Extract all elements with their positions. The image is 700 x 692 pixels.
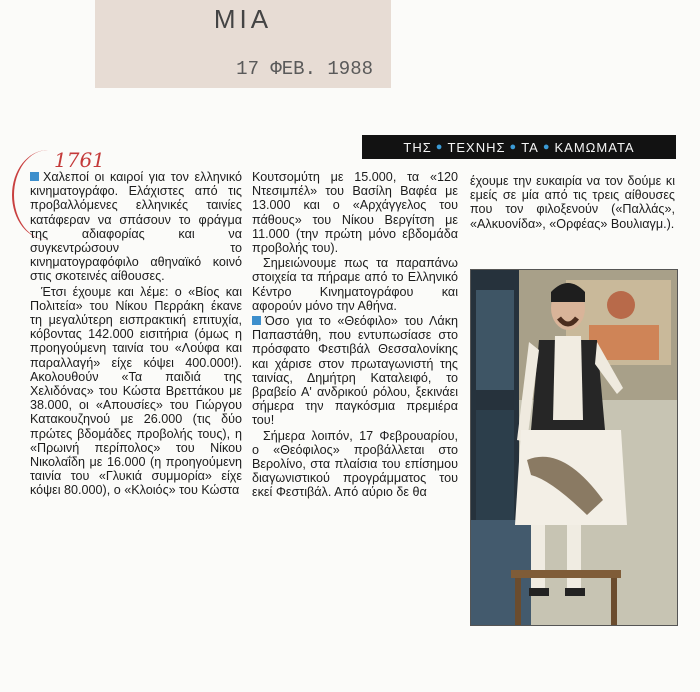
banner-dot-icon: ● [509,141,518,153]
date-stamp: 17 ΦΕΒ. 1988 [236,58,373,80]
paragraph-text: Όσο για το «Θεόφιλο» του Λάκη Παπαστάθη, που εντυπωσίασε στο πρόσφατο Φεστιβάλ Θεσσαλονίκης και χάρισε στον πρωταγωνιστή της ταινίας, Δημήτρη Καταλειφό, το βραβείο Α' ανδρικού ρόλου, ξεκινάει σήμερα την παγκόσμια πρεμιέρα του! [252,314,458,428]
column-banner [362,135,676,159]
banner-word-1: ΤΗΣ [403,139,432,155]
bullet-square-icon [30,172,39,181]
article-column-2 [252,170,458,501]
article-column-3 [470,174,675,232]
paragraph: Σημειώνουμε πως τα παραπάνω στοιχεία τα πήραμε από το Ελληνικό Κέντρο Κινηματογράφου και αφορούν μόνο την Αθήνα. [252,256,458,313]
paragraph [252,314,458,428]
paragraph [30,170,242,284]
film-still-photo [470,269,678,626]
paragraph-text: Χαλεποί οι καιροί για τον ελληνικό κινηματογράφο. Ελάχιστες από τις προβαλλόμενες ελληνικές ταινίες κατάφεραν να σπάσουν το φράγμα της αδιαφορίας και να συγκεντρώσουν το κινηματογραφόφιλο αθηναϊκό κοινό στις σκοτεινές αίθουσες. [30,170,242,284]
banner-word-3: ΤΑ [521,139,539,155]
banner-word-4: ΚΑΜΩΜΑΤΑ [554,139,635,155]
article-column-1 [30,170,242,499]
publication-name: ΜΙΑ [213,4,273,34]
paragraph: Κουτσομύτη με 15.000, τα «120 Ντεσιμπέλ» του Βασίλη Βαφέα με 13.000 και ο «Αρχάγγελος του πάθους» του Νίκου Βεργίτση με 11.000 (την πρώτη μόνο εβδομάδα προβολής του). [252,170,458,256]
bullet-square-icon [252,316,261,325]
paragraph: Σήμερα λοιπόν, 17 Φεβρουαρίου, ο «Θεόφιλος» προβάλλεται στο Βερολίνο, στα πλαίσια του επίσημου διαγωνιστικού προγράμματος του εκεί Φεστιβάλ. Από αύριο δε θα [252,428,458,500]
paragraph: Έτσι έχουμε και λέμε: ο «Βίος και Πολιτεία» του Νίκου Περράκη έκανε τη μεγαλύτερη εισπρακτική επιτυχία, κόβοντας 142.000 εισιτήρια (όμως η προηγούμενη ταινία του «Λούφα και παραλλαγή» είχε κόψει 400.000!). Ακολουθούν «Τα παιδιά της Χελιδόνας» του Κώστα Βρεττάκου με 38.000, οι «Απουσίες» του Γιώργου Κατακουζηνού με 26.000 (τις δύο πρώτες βδομάδες προβολής τους), η «Πρωινή περίπολος» του Νίκου Νικολαΐδη με 16.000 (η προηγούμενη ταινία του «Γλυκιά συμμορία» είχε κόψει 80.000), ο «Κλοιός» του Κώστα [30,284,242,498]
handwritten-number: 1761 [54,148,105,172]
clipping-header [95,0,391,88]
paragraph: έχουμε την ευκαιρία να τον δούμε κι εμείς σε μία από τις τρεις αίθουσες που τον φιλοξενούν («Παλλάς», «Αλκυονίδα», «Ορφέας» Βουλιαγμ.). [470,174,675,231]
banner-dot-icon: ● [435,141,444,153]
banner-dot-icon: ● [542,141,551,153]
photo-illustration [471,270,677,625]
banner-word-2: ΤΕΧΝΗΣ [447,139,506,155]
